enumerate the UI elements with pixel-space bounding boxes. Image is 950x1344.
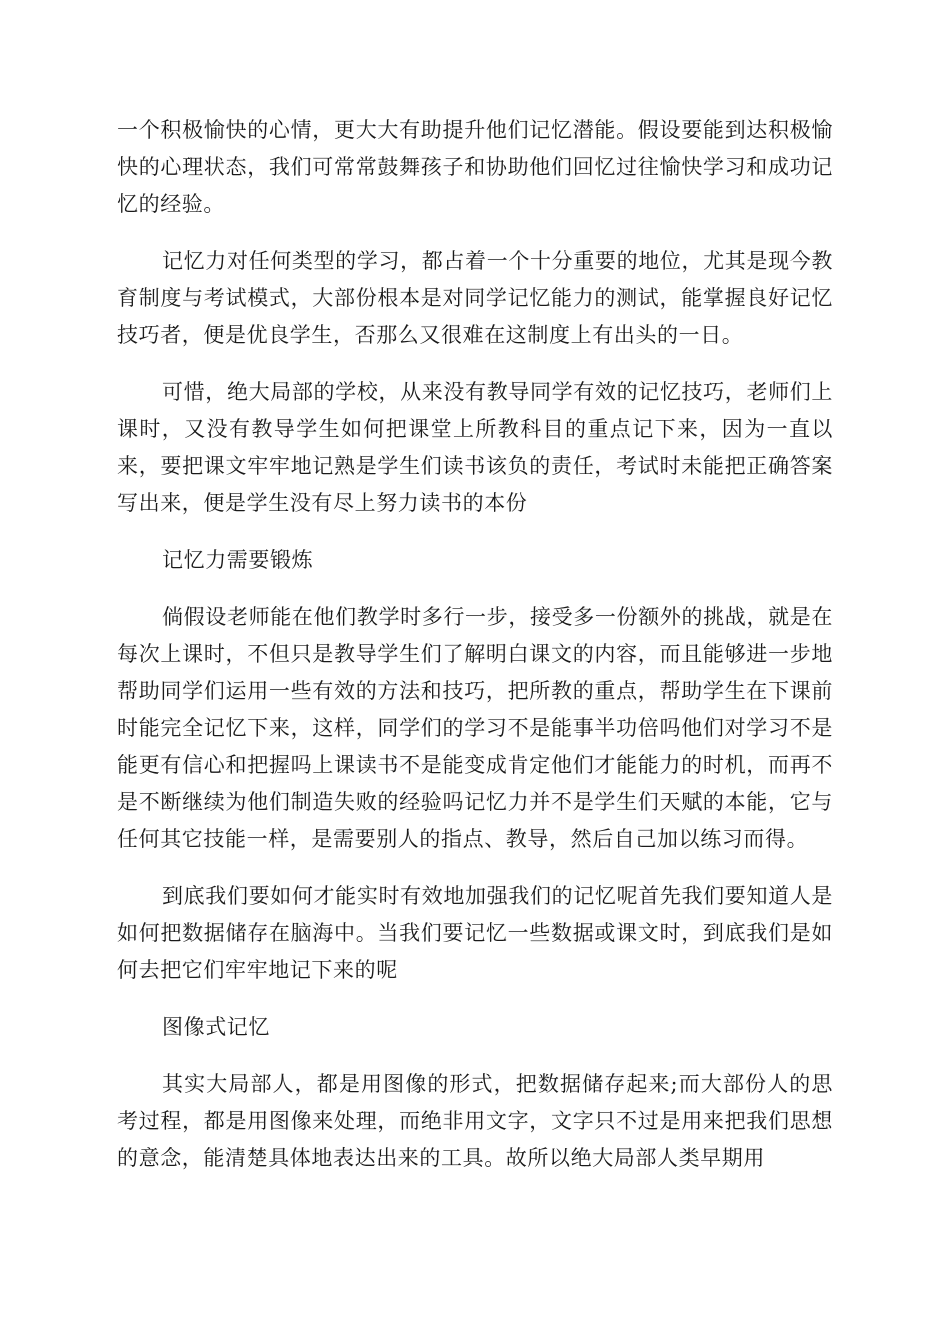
paragraph-teacher-challenge: 倘假设老师能在他们教学时多行一步，接受多一份额外的挑战，就是在每次上课时，不但只是教导学生们了解明白课文的内容，而且能够进一步地帮助同学们运用一些有效的方法和技巧，把所教的重点，帮助学生在下课前时能完全记忆下来，这样，同学们的学习不是能事半功倍吗他们对学习不是能更有信心和把握吗上课读书不是能变成肯定他们才能能力的时机，而再不是不断继续为他们制造失败的经验吗记忆力并不是学生们天赋的本能，它与任何其它技能一样，是需要别人的指点、教导，然后自己加以练习而得。 xyxy=(117,605,833,851)
paragraph-memory-importance: 记忆力对任何类型的学习，都占着一个十分重要的地位，尤其是现今教育制度与考试模式，大部份根本是对同学记忆能力的测试，能掌握良好记忆技巧者，便是优良学生，否那么又很难在这制度上有出头的一日。 xyxy=(117,249,833,347)
paragraph-schools-teaching: 可惜，绝大局部的学校，从来没有教导同学有效的记忆技巧，老师们上课时，又没有教导学生如何把课堂上所教科目的重点记下来，因为一直以来，要把课文牢牢地记熟是学生们读书该负的责任，考试时未能把正确答案写出来，便是学生没有尽上努力读书的本份 xyxy=(117,380,833,515)
paragraph-continued: 一个积极愉快的心情，更大大有助提升他们记忆潜能。假设要能到达积极愉快的心理状态，我们可常常鼓舞孩子和协助他们回忆过往愉快学习和成功记忆的经验。 xyxy=(117,118,833,216)
document-page xyxy=(117,112,833,1197)
paragraph-how-to-strengthen: 到底我们要如何才能实时有效地加强我们的记忆呢首先我们要知道人是如何把数据储存在脑海中。当我们要记忆一些数据或课文时，到底我们是如何去把它们牢牢地记下来的呢 xyxy=(117,884,833,982)
section-heading-image-memory: 图像式记忆 xyxy=(162,1015,270,1039)
paragraph-image-storage: 其实大局部人，都是用图像的形式，把数据储存起来;而大部份人的思考过程，都是用图像来处理，而绝非用文字，文字只不过是用来把我们思想的意念，能清楚具体地表达出来的工具。故所以绝大局部人类早期用 xyxy=(117,1072,833,1170)
section-heading-memory-training: 记忆力需要锻炼 xyxy=(162,548,314,572)
